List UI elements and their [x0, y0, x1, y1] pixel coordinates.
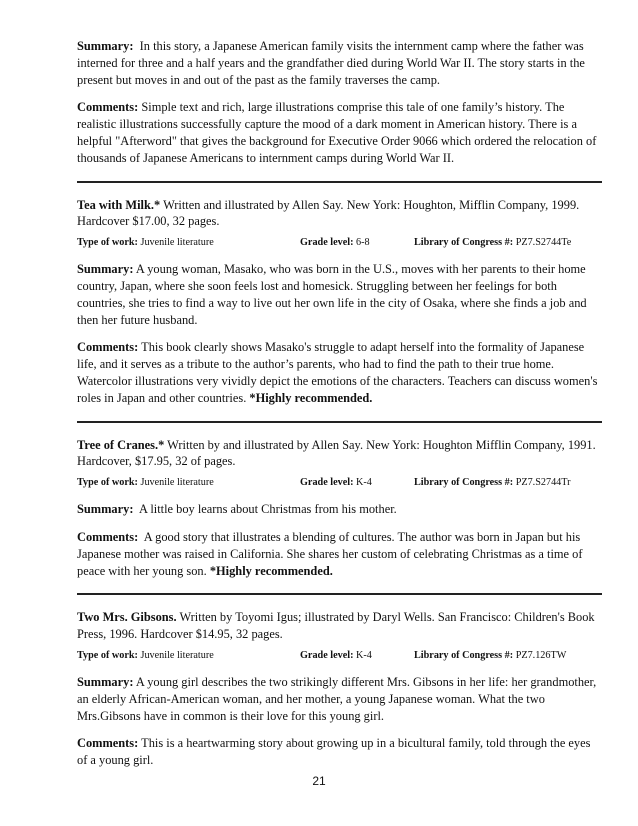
- grade-label: Grade level:: [300, 649, 354, 661]
- summary-label: Summary:: [77, 674, 134, 689]
- grade-label: Grade level:: [300, 237, 354, 249]
- summary-label: Summary:: [77, 502, 134, 517]
- type-value: Juvenile literature: [140, 477, 214, 489]
- book-title: Tree of Cranes.*: [77, 437, 165, 452]
- book-comments: [77, 529, 602, 579]
- summary-text: A young girl describes the two strikingly different Mrs. Gibsons in her life: her grandmother, an elderly African-American woman, and her mother, a young Japanese woman. What the two Mrs.Gibsons have in common is their love for this young girl.: [77, 674, 597, 723]
- book-citation: [77, 197, 602, 231]
- loc-label: Library of Congress #:: [414, 649, 514, 661]
- comments-text: This is a heartwarming story about growing up in a bicultural family, told through the eyes of a young girl.: [77, 736, 591, 768]
- citation-text: Written by Toyomi Igus; illustrated by Daryl Wells. San Francisco: Children's Book Press, 1996. Hardcover $14.95, 32 pages.: [77, 610, 595, 642]
- summary-text: A little boy learns about Christmas from his mother.: [138, 502, 397, 517]
- book-entry: [77, 437, 602, 580]
- section-divider: [77, 421, 602, 423]
- section-divider: [77, 593, 602, 595]
- citation-text: Written by and illustrated by Allen Say. New York: Houghton Mifflin Company, 1991. Hardcover, $17.95, 32 of pages.: [77, 437, 596, 469]
- comments-text: Simple text and rich, large illustrations comprise this tale of one family’s history. The realistic illustrations successfully capture the mood of a dark moment in American history. There is a helpful "Afterword" that gives the background for Executive Order 9066 which ordered the relocation of thousands of Japanese Americans to internment camps during World War II.: [77, 100, 597, 165]
- recommendation: *Highly recommended.: [249, 390, 373, 405]
- book-entry: [77, 609, 602, 769]
- loc-label: Library of Congress #:: [414, 237, 514, 249]
- book-summary: [77, 261, 602, 328]
- type-label: Type of work:: [77, 237, 138, 249]
- grade-value: 6-8: [356, 237, 370, 249]
- type-value: Juvenile literature: [140, 237, 214, 249]
- citation-text: Written and illustrated by Allen Say. New York: Houghton, Mifflin Company, 1999. Hardcover $17.00, 32 pages.: [77, 197, 580, 229]
- book-summary: [77, 501, 602, 518]
- book-meta: [77, 236, 602, 250]
- book-meta: [77, 649, 602, 663]
- comments-text: This book clearly shows Masako's struggle to adapt herself into the formality of Japanese life, and it serves as a tribute to the author’s parents, who had to find the path to their true home. Watercolor illustrations very vividly depict the emotions of the characters. Teachers can discuss women's roles in Japan and other countries.: [77, 340, 598, 405]
- grade-value: K-4: [356, 477, 372, 489]
- type-label: Type of work:: [77, 477, 138, 489]
- comments-label: Comments:: [77, 736, 139, 751]
- book-meta: [77, 476, 602, 490]
- type-label: Type of work:: [77, 649, 138, 661]
- page-number: 21: [312, 774, 326, 788]
- grade-label: Grade level:: [300, 477, 354, 489]
- grade-value: K-4: [356, 649, 372, 661]
- section-divider: [77, 181, 602, 183]
- document-page: [77, 38, 602, 769]
- comments-label: Comments:: [77, 100, 139, 115]
- loc-value: PZ7.126TW: [515, 649, 567, 661]
- summary-label: Summary:: [77, 39, 134, 53]
- book-summary: [77, 674, 602, 724]
- book-comments: [77, 735, 602, 769]
- loc-value: PZ7.S2744Tr: [515, 477, 571, 489]
- recommendation: *Highly recommended.: [209, 563, 333, 578]
- loc-value: PZ7.S2744Te: [515, 237, 572, 249]
- book-title: Tea with Milk.*: [77, 197, 161, 212]
- book-comments: [77, 339, 602, 406]
- book-citation: [77, 609, 602, 643]
- loc-label: Library of Congress #:: [414, 477, 514, 489]
- type-value: Juvenile literature: [140, 649, 214, 661]
- comments-label: Comments:: [77, 340, 139, 355]
- summary-text: A young woman, Masako, who was born in the U.S., moves with her parents to their home country, Japan, where she soon feels lost and homesick. Struggling between her feelings for both countries, she tries to find a way to live out her own life in the city of Osaka, where she finds a job and then her future husband.: [77, 262, 587, 327]
- intro-summary: [77, 38, 602, 88]
- comments-text: A good story that illustrates a blending of cultures. The author was born in Japan but his Japanese mother was raised in California. She shares her custom of celebrating Christmas as a time of peace with her young son.: [77, 529, 583, 578]
- summary-text: In this story, a Japanese American family visits the internment camp where the father was interned for three and a half years and the grandfather died during World War II. The story starts in the present but moves in and out of the past as the family traverses the camp.: [77, 39, 585, 87]
- summary-label: Summary:: [77, 262, 134, 277]
- intro-comments: [77, 99, 602, 166]
- book-title: Two Mrs. Gibsons.: [77, 610, 177, 625]
- book-entry: [77, 197, 602, 407]
- book-citation: [77, 437, 602, 471]
- comments-label: Comments:: [77, 529, 139, 544]
